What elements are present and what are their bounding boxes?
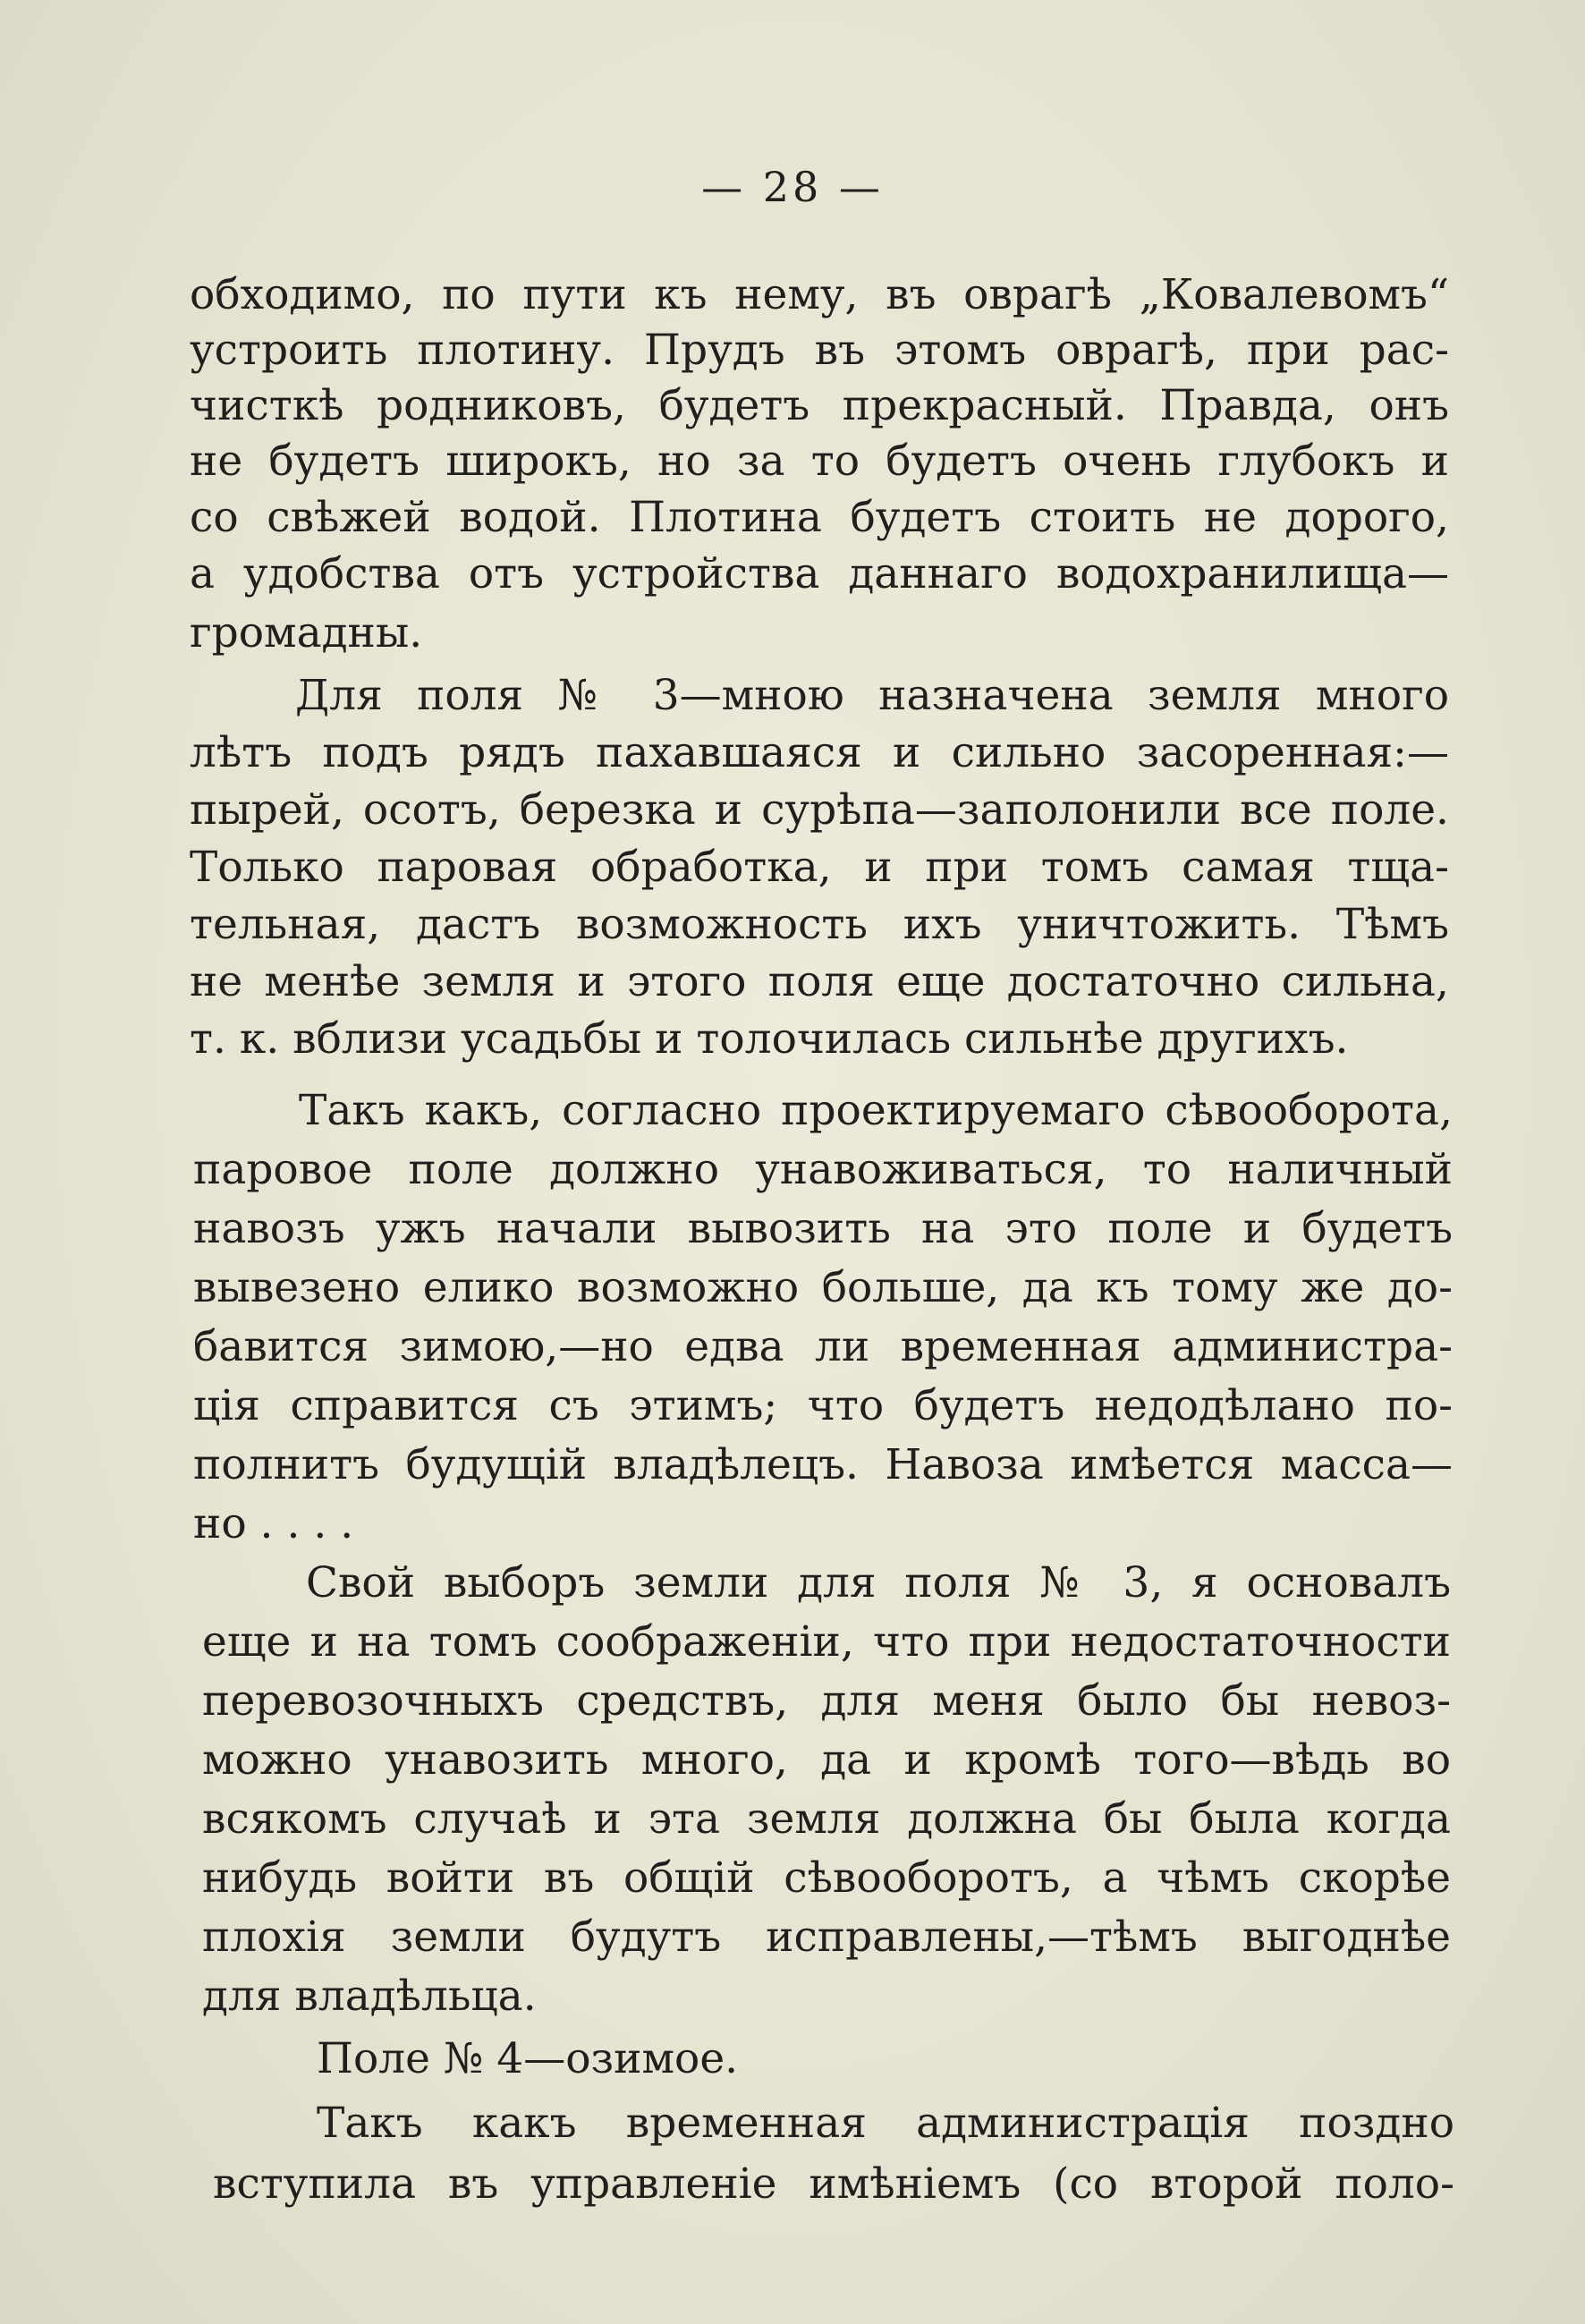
text-line: плохія земли будутъ исправлены,—тѣмъ выгоднѣе: [202, 1913, 1451, 1962]
text-line: а удобства отъ устройства даннаго водохранилища—: [190, 549, 1449, 598]
text-line: вступила въ управленіе имѣніемъ (со второй поло-: [213, 2159, 1454, 2209]
page-number: — 28 —: [701, 163, 884, 211]
text-line: еще и на томъ соображеніи, что при недостаточности: [202, 1617, 1451, 1667]
text-line: Такъ какъ, согласно проектируемаго сѣвооборота,: [299, 1086, 1453, 1135]
text-line: тельная, дастъ возможность ихъ уничтожить. Тѣмъ: [190, 900, 1449, 949]
text-line: Для поля № 3—мною назначена земля много: [295, 671, 1449, 720]
text-line: навозъ ужъ начали вывозить на это поле и будетъ: [193, 1204, 1453, 1253]
text-line: Только паровая обработка, и при томъ самая тща-: [190, 843, 1449, 892]
text-line: пырей, осотъ, березка и сурѣпа—заполонили все поле.: [190, 785, 1449, 835]
text-line: всякомъ случаѣ и эта земля должна бы была когда: [202, 1794, 1451, 1844]
section-heading: Поле № 4—озимое.: [317, 2034, 739, 2083]
text-line: Свой выборъ земли для поля № 3, я основалъ: [306, 1558, 1451, 1607]
text-line: не менѣе земля и этого поля еще достаточно сильна,: [190, 957, 1449, 1006]
text-line: но . . . .: [193, 1499, 354, 1548]
text-line: громадны.: [190, 608, 423, 657]
text-line: паровое поле должно унавоживаться, то наличный: [193, 1145, 1453, 1194]
text-line: бавится зимою,—но едва ли временная администра-: [193, 1322, 1453, 1371]
text-line: ція справится съ этимъ; что будетъ недодѣлано по-: [193, 1381, 1453, 1430]
text-line: не будетъ широкъ, но за то будетъ очень глубокъ и: [190, 437, 1449, 486]
text-line: устроить плотину. Прудъ въ этомъ оврагѣ, при рас-: [190, 326, 1449, 375]
text-line: лѣтъ подъ рядъ пахавшаяся и сильно засоренная:—: [190, 728, 1449, 777]
text-line: вывезено елико возможно больше, да къ тому же до-: [193, 1263, 1453, 1312]
text-line: полнитъ будущій владѣлецъ. Навоза имѣется масса—: [193, 1440, 1453, 1489]
text-line: обходимо, по пути къ нему, въ оврагѣ „Ковалевомъ“: [190, 270, 1449, 319]
text-line: для владѣльца.: [202, 1972, 537, 2021]
text-line: чисткѣ родниковъ, будетъ прекрасный. Правда, онъ: [190, 381, 1449, 430]
text-line: т. к. вблизи усадьбы и толочилась сильнѣе другихъ.: [190, 1014, 1349, 1064]
text-line: со свѣжей водой. Плотина будетъ стоить не дорого,: [190, 493, 1449, 542]
text-line: перевозочныхъ средствъ, для меня было бы невоз-: [202, 1676, 1451, 1726]
text-line: нибудь войти въ общій сѣвооборотъ, а чѣмъ скорѣе: [202, 1853, 1451, 1903]
text-line: можно унавозить много, да и кромѣ того—вѣдь во: [202, 1735, 1451, 1785]
text-line: Такъ какъ временная администрація поздно: [317, 2099, 1454, 2148]
